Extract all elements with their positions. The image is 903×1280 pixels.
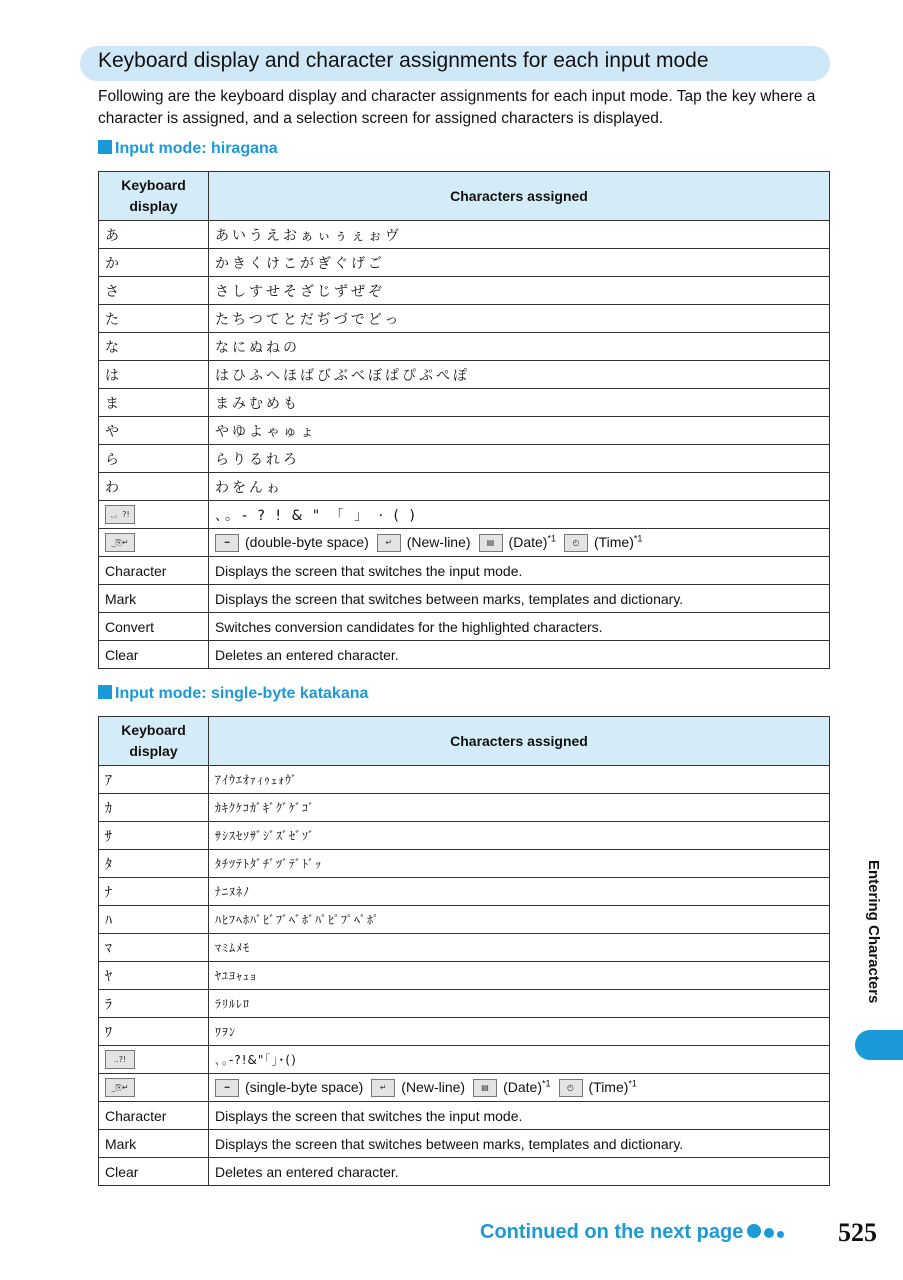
continue-dots-icon <box>747 1221 787 1244</box>
section-heading-katakana <box>98 685 368 703</box>
keyboard-key: ﾗ <box>99 990 209 1018</box>
newline-label: (New-line) <box>406 533 471 550</box>
table-row <box>99 529 830 557</box>
table-row <box>99 557 830 585</box>
space-key-icon: ━ <box>215 1079 239 1097</box>
table-row <box>99 990 830 1018</box>
footnote-mark: *1 <box>628 1078 637 1089</box>
function-key: Mark <box>99 585 209 613</box>
footnote-mark: *1 <box>633 533 643 544</box>
function-key: Clear <box>99 1158 209 1186</box>
time-label: (Time) <box>588 1078 629 1095</box>
keyboard-key: た <box>99 305 209 333</box>
function-description: Displays the screen that switches the input mode. <box>209 1102 830 1130</box>
keyboard-key: ｶ <box>99 794 209 822</box>
continued-next-page <box>480 1221 787 1244</box>
mark-key-icon: ..?! <box>105 1050 135 1069</box>
function-description: Displays the screen that switches the input mode. <box>209 557 830 585</box>
assigned-characters: ﾗﾘﾙﾚﾛ <box>209 990 830 1018</box>
function-description: Switches conversion candidates for the highlighted characters. <box>209 613 830 641</box>
table-row <box>99 1158 830 1186</box>
section-heading-text: Input mode: hiragana <box>115 140 278 157</box>
keyboard-key: や <box>99 417 209 445</box>
table-row <box>99 641 830 669</box>
table-row <box>99 221 830 249</box>
table-row <box>99 962 830 990</box>
assigned-characters: やゆよゃゅょ <box>209 417 830 445</box>
special-characters <box>209 529 830 557</box>
table-row <box>99 445 830 473</box>
keyboard-key: な <box>99 333 209 361</box>
keyboard-key: わ <box>99 473 209 501</box>
date-label: (Date) <box>503 1078 542 1095</box>
function-key: Mark <box>99 1130 209 1158</box>
space-label: (double-byte space) <box>245 533 369 550</box>
newline-key-icon: ↵ <box>377 534 401 552</box>
continued-text: Continued on the next page <box>480 1221 744 1243</box>
keyboard-key: ﾅ <box>99 878 209 906</box>
function-description: Displays the screen that switches between marks, templates and dictionary. <box>209 1130 830 1158</box>
function-key: Character <box>99 557 209 585</box>
assigned-characters: ﾏﾐﾑﾒﾓ <box>209 934 830 962</box>
keyboard-key: あ <box>99 221 209 249</box>
table-row <box>99 333 830 361</box>
intro-text: Following are the keyboard display and character assignments for each input mode. Tap the key where a character is assigned, and a selection screen for assigned characters is displayed. <box>98 88 816 127</box>
date-label: (Date) <box>508 533 548 550</box>
side-chapter-label: Entering Characters <box>865 860 882 1004</box>
table-row <box>99 389 830 417</box>
keyboard-key: か <box>99 249 209 277</box>
keyboard-key: ｱ <box>99 766 209 794</box>
assigned-characters: 、。- ? ! & " 「 」 · ( ) <box>209 501 830 529</box>
function-description: Deletes an entered character. <box>209 641 830 669</box>
page-number: 525 <box>838 1218 877 1247</box>
time-key-icon: ◴ <box>559 1079 583 1097</box>
side-chapter-tab <box>855 1030 903 1060</box>
special-key-icon: _⎘↵ <box>105 1078 135 1097</box>
assigned-characters: かきくけこがぎぐげご <box>209 249 830 277</box>
assigned-characters: あいうえおぁぃぅぇぉヴ <box>209 221 830 249</box>
square-bullet-icon <box>98 685 112 699</box>
time-label: (Time) <box>593 533 634 550</box>
assigned-characters: ﾔﾕﾖｬｭｮ <box>209 962 830 990</box>
table-row <box>99 850 830 878</box>
table-row <box>99 1018 830 1046</box>
keyboard-key: ﾊ <box>99 906 209 934</box>
col-header-characters: Characters assigned <box>209 717 830 766</box>
table-row <box>99 906 830 934</box>
newline-label: (New-line) <box>401 1078 466 1095</box>
section-title-bar <box>80 46 830 81</box>
table-row <box>99 1130 830 1158</box>
assigned-characters: ﾅﾆﾇﾈﾉ <box>209 878 830 906</box>
table-row <box>99 1074 830 1102</box>
table-row <box>99 1102 830 1130</box>
space-label: (single-byte space) <box>245 1078 364 1095</box>
table-row <box>99 766 830 794</box>
footnote-mark: *1 <box>547 533 556 544</box>
assigned-characters: なにぬねの <box>209 333 830 361</box>
keyboard-key: ら <box>99 445 209 473</box>
special-characters <box>209 1074 830 1102</box>
keyboard-key: ﾔ <box>99 962 209 990</box>
assigned-characters: ｶｷｸｹｺｶﾞｷﾞｸﾞｹﾞｺﾞ <box>209 794 830 822</box>
table-row <box>99 277 830 305</box>
page-title: Keyboard display and character assignments for each input mode <box>98 49 709 72</box>
table-row <box>99 501 830 529</box>
function-key: Character <box>99 1102 209 1130</box>
assigned-characters: ｻｼｽｾｿｻﾞｼﾞｽﾞｾﾞｿﾞ <box>209 822 830 850</box>
section-heading-hiragana <box>98 140 278 158</box>
keyboard-key: さ <box>99 277 209 305</box>
keyboard-key: ﾜ <box>99 1018 209 1046</box>
assigned-characters: わをんゎ <box>209 473 830 501</box>
function-description: Deletes an entered character. <box>209 1158 830 1186</box>
mark-key-icon: 、。?! <box>105 505 135 524</box>
assigned-characters: ｱｲｳｴｵｧｨｩｪｫｳﾞ <box>209 766 830 794</box>
keyboard-key: は <box>99 361 209 389</box>
time-key-icon: ◴ <box>564 534 588 552</box>
table-row <box>99 473 830 501</box>
table-row <box>99 249 830 277</box>
date-key-icon: ▤ <box>473 1079 497 1097</box>
assigned-characters: らりるれろ <box>209 445 830 473</box>
function-key: Convert <box>99 613 209 641</box>
table-row <box>99 305 830 333</box>
col-header-characters: Characters assigned <box>209 172 830 221</box>
square-bullet-icon <box>98 140 112 154</box>
col-header-keyboard: Keyboard display <box>99 172 209 221</box>
table-row <box>99 878 830 906</box>
footnote-mark: *1 <box>541 1078 551 1089</box>
assigned-characters: ﾊﾋﾌﾍﾎﾊﾞﾋﾞﾌﾞﾍﾞﾎﾞﾊﾟﾋﾟﾌﾟﾍﾟﾎﾟ <box>209 906 830 934</box>
assigned-characters: ﾜｦﾝ <box>209 1018 830 1046</box>
table-row <box>99 417 830 445</box>
keyboard-key: ｻ <box>99 822 209 850</box>
table-row <box>99 613 830 641</box>
assigned-characters: はひふへほばびぶべぼぱぴぷぺぽ <box>209 361 830 389</box>
function-key: Clear <box>99 641 209 669</box>
col-header-keyboard: Keyboard display <box>99 717 209 766</box>
assigned-characters: さしすせそざじずぜぞ <box>209 277 830 305</box>
assigned-characters: たちつてとだぢづでどっ <box>209 305 830 333</box>
table-row <box>99 934 830 962</box>
table-row <box>99 822 830 850</box>
katakana-table <box>98 716 830 1186</box>
table-row <box>99 794 830 822</box>
keyboard-key: ﾀ <box>99 850 209 878</box>
newline-key-icon: ↵ <box>371 1079 395 1097</box>
function-description: Displays the screen that switches between marks, templates and dictionary. <box>209 585 830 613</box>
space-key-icon: ━ <box>215 534 239 552</box>
assigned-characters: ﾀﾁﾂﾃﾄﾀﾞﾁﾞﾂﾞﾃﾞﾄﾞｯ <box>209 850 830 878</box>
keyboard-key: ま <box>99 389 209 417</box>
date-key-icon: ▤ <box>479 534 503 552</box>
section-heading-text: Input mode: single-byte katakana <box>115 685 369 702</box>
keyboard-key: ﾏ <box>99 934 209 962</box>
hiragana-table <box>98 171 830 669</box>
table-row <box>99 585 830 613</box>
special-key-icon: _⎘↵ <box>105 533 135 552</box>
assigned-characters: まみむめも <box>209 389 830 417</box>
table-row <box>99 1046 830 1074</box>
table-row <box>99 361 830 389</box>
assigned-characters: ､｡-?!&"｢｣･() <box>209 1046 830 1074</box>
